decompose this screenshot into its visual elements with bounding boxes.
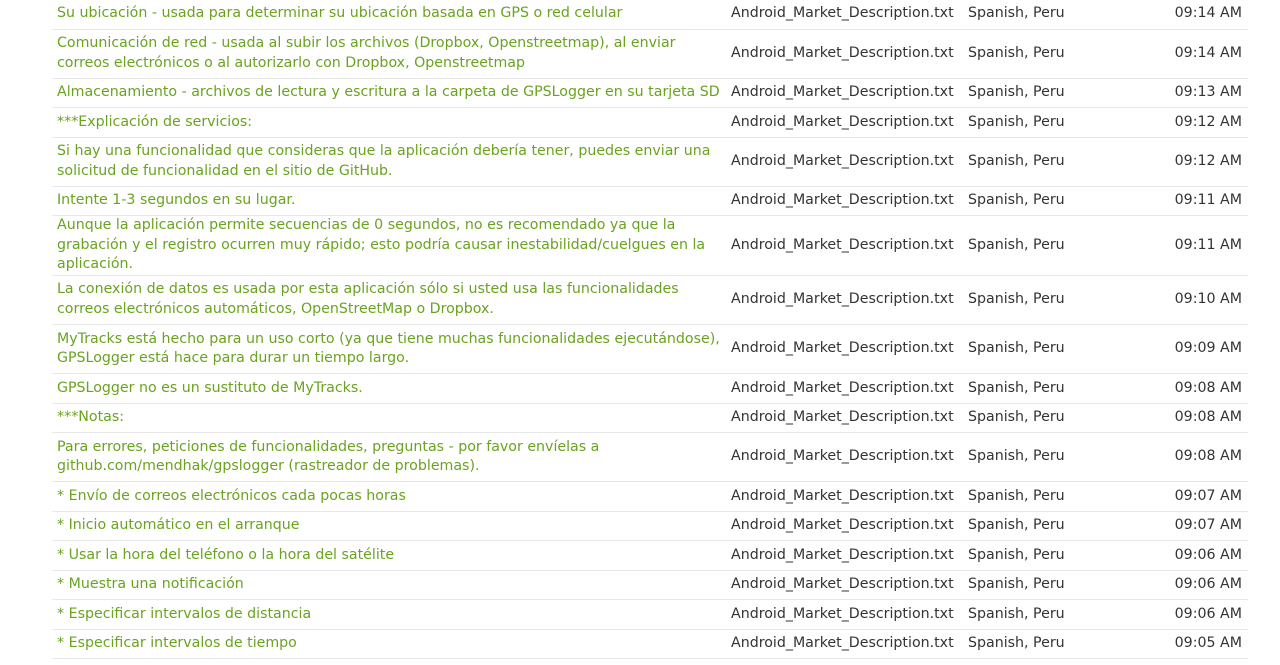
activity-list [52,0,1242,659]
string-cell [52,0,731,29]
string-cell [52,403,731,433]
file-cell: Android_Market_Description.txt [731,511,968,541]
language-cell: Spanish, Peru [968,511,1148,541]
string-link[interactable]: Si hay una funcionalidad que consideras que la aplicación debería tener, puedes enviar una solicitud de funcionalidad en el sitio de GitHub. [57,143,711,179]
string-link[interactable]: Almacenamiento - archivos de lectura y escritura a la carpeta de GPSLogger en su tarjeta SD [57,84,720,101]
table-row [52,629,1248,659]
language-cell: Spanish, Peru [968,137,1148,186]
file-cell: Android_Market_Description.txt [731,78,968,108]
string-link[interactable]: ***Explicación de servicios: [57,113,253,130]
string-link[interactable]: Su ubicación - usada para determinar su ubicación basada en GPS o red celular [57,5,623,22]
file-cell: Android_Market_Description.txt [731,629,968,659]
time-cell: 09:05 AM [1148,629,1248,659]
language-cell: Spanish, Peru [968,108,1148,138]
file-cell: Android_Market_Description.txt [731,216,968,276]
time-cell: 09:07 AM [1148,482,1248,512]
string-link[interactable]: * Especificar intervalos de distancia [57,605,312,622]
string-cell [52,374,731,404]
string-cell [52,629,731,659]
table-row [52,216,1248,276]
table-row [52,482,1248,512]
language-cell: Spanish, Peru [968,403,1148,433]
string-cell [52,29,731,78]
file-cell: Android_Market_Description.txt [731,433,968,482]
string-link[interactable]: GPSLogger no es un sustituto de MyTracks. [57,379,363,396]
file-cell: Android_Market_Description.txt [731,0,968,29]
string-cell [52,78,731,108]
time-cell: 09:06 AM [1148,541,1248,571]
file-cell: Android_Market_Description.txt [731,600,968,630]
language-cell: Spanish, Peru [968,600,1148,630]
time-cell: 09:06 AM [1148,600,1248,630]
time-cell: 09:06 AM [1148,570,1248,600]
language-cell: Spanish, Peru [968,0,1148,29]
language-cell: Spanish, Peru [968,216,1148,276]
string-cell [52,275,731,324]
table-row [52,186,1248,216]
language-cell: Spanish, Peru [968,186,1148,216]
string-cell [52,216,731,276]
time-cell: 09:14 AM [1148,0,1248,29]
table-row [52,403,1248,433]
string-link[interactable]: * Inicio automático en el arranque [57,517,300,534]
string-link[interactable]: Comunicación de red - usada al subir los archivos (Dropbox, Openstreetmap), al enviar correos electrónicos o al autorizarlo con Dropbox, Openstreetmap [57,34,676,71]
language-cell: Spanish, Peru [968,374,1148,404]
time-cell: 09:12 AM [1148,108,1248,138]
string-link[interactable]: * Muestra una notificación [57,576,244,593]
file-cell: Android_Market_Description.txt [731,29,968,78]
time-cell: 09:11 AM [1148,216,1248,276]
string-link[interactable]: La conexión de datos es usada por esta aplicación sólo si usted usa las funcionalidades correos electrónicos automáticos, OpenStreetMap o Dropbox. [57,281,679,318]
time-cell: 09:13 AM [1148,78,1248,108]
table-row [52,374,1248,404]
table-row [52,108,1248,138]
time-cell: 09:09 AM [1148,325,1248,374]
file-cell: Android_Market_Description.txt [731,541,968,571]
table-row [52,570,1248,600]
string-cell [52,511,731,541]
table-row [52,325,1248,374]
table-row [52,0,1248,29]
file-cell: Android_Market_Description.txt [731,403,968,433]
language-cell: Spanish, Peru [968,275,1148,324]
string-link[interactable]: ***Notas: [57,409,125,426]
language-cell: Spanish, Peru [968,29,1148,78]
time-cell: 09:12 AM [1148,137,1248,186]
time-cell: 09:08 AM [1148,433,1248,482]
activity-table [52,0,1248,659]
table-row [52,29,1248,78]
string-link[interactable]: Para errores, peticiones de funcionalidades, preguntas - por favor envíelas a github.com/mendhak/gpslogger (rastreador de problemas). [57,438,600,475]
string-link[interactable]: * Envío de correos electrónicos cada pocas horas [57,487,406,504]
string-link[interactable]: Aunque la aplicación permite secuencias de 0 segundos, no es recomendado ya que la grabación y el registro ocurren muy rápido; esto podría causar inestabilidad/cuelgues en la aplicación. [57,217,706,273]
time-cell: 09:07 AM [1148,511,1248,541]
table-row [52,433,1248,482]
string-cell [52,433,731,482]
language-cell: Spanish, Peru [968,570,1148,600]
file-cell: Android_Market_Description.txt [731,374,968,404]
string-cell [52,137,731,186]
string-cell [52,482,731,512]
file-cell: Android_Market_Description.txt [731,570,968,600]
string-cell [52,570,731,600]
string-link[interactable]: Intente 1-3 segundos en su lugar. [57,192,296,209]
file-cell: Android_Market_Description.txt [731,137,968,186]
time-cell: 09:08 AM [1148,374,1248,404]
table-row [52,78,1248,108]
table-row [52,600,1248,630]
table-row [52,275,1248,324]
time-cell: 09:10 AM [1148,275,1248,324]
file-cell: Android_Market_Description.txt [731,325,968,374]
language-cell: Spanish, Peru [968,482,1148,512]
file-cell: Android_Market_Description.txt [731,482,968,512]
activity-table-body [52,0,1248,659]
file-cell: Android_Market_Description.txt [731,186,968,216]
table-row [52,137,1248,186]
string-cell [52,541,731,571]
string-cell [52,600,731,630]
language-cell: Spanish, Peru [968,433,1148,482]
time-cell: 09:14 AM [1148,29,1248,78]
file-cell: Android_Market_Description.txt [731,275,968,324]
language-cell: Spanish, Peru [968,325,1148,374]
language-cell: Spanish, Peru [968,629,1148,659]
table-row [52,511,1248,541]
language-cell: Spanish, Peru [968,78,1148,108]
string-link[interactable]: MyTracks está hecho para un uso corto (ya que tiene muchas funcionalidades ejecutándose), GPSLogger está hace para durar un tiempo largo. [57,330,720,367]
table-row [52,541,1248,571]
time-cell: 09:08 AM [1148,403,1248,433]
language-cell: Spanish, Peru [968,541,1148,571]
string-cell [52,325,731,374]
string-cell [52,108,731,138]
file-cell: Android_Market_Description.txt [731,108,968,138]
string-link[interactable]: * Especificar intervalos de tiempo [57,635,297,652]
time-cell: 09:11 AM [1148,186,1248,216]
string-cell [52,186,731,216]
string-link[interactable]: * Usar la hora del teléfono o la hora del satélite [57,546,395,563]
